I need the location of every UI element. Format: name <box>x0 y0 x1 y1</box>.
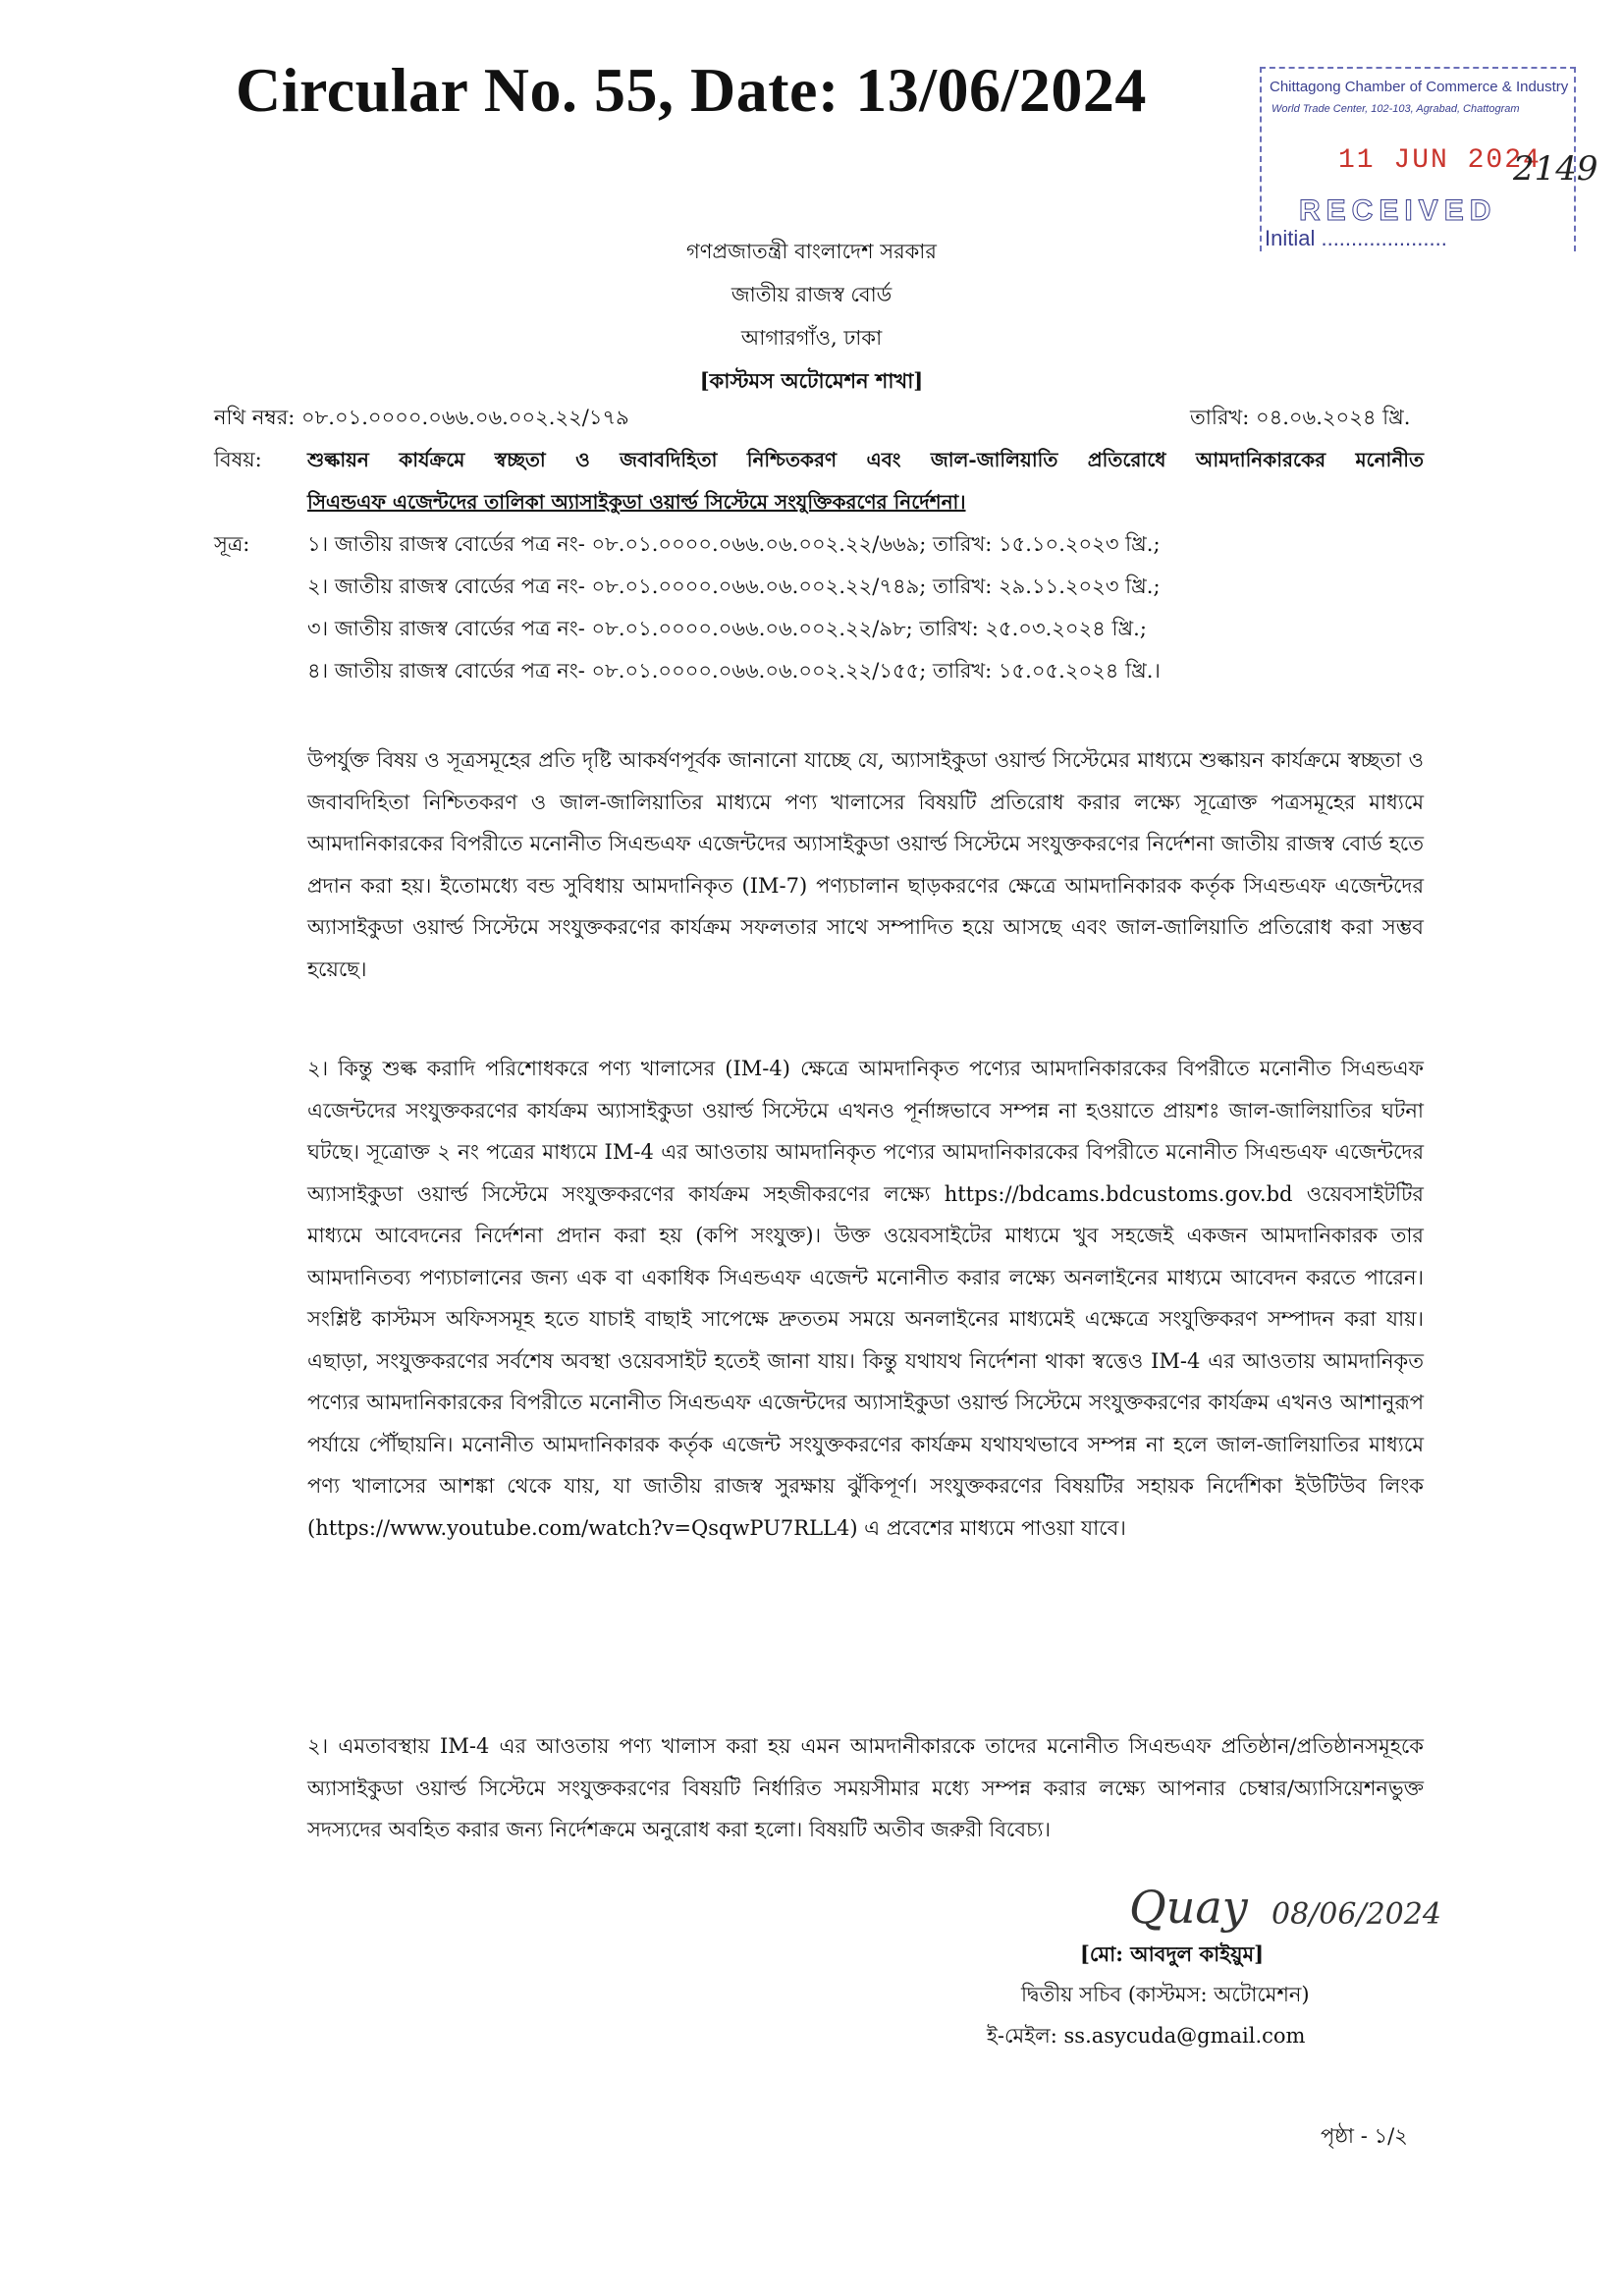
file-number: নথি নম্বর: ০৮.০১.০০০০.০৬৬.০৬.০০২.২২/১৭৯ <box>214 406 629 429</box>
reference-item: ৪। জাতীয় রাজস্ব বোর্ডের পত্র নং- ০৮.০১.০০০০.০৬৬.০৬.০০২.২২/১৫৫; তারিখ: ১৫.০৫.২০২৪ খ্রি.। <box>307 659 1161 683</box>
reference-item: ৩। জাতীয় রাজস্ব বোর্ডের পত্র নং- ০৮.০১.০০০০.০৬৬.০৬.০০২.২২/৯৮; তারিখ: ২৫.০৩.২০২৪ খ্রি.; <box>307 617 1147 640</box>
circular-title: Circular No. 55, Date: 13/06/2024 <box>236 55 1147 125</box>
stamp-address: World Trade Center, 102-103, Agrabad, Chattogram <box>1271 103 1520 115</box>
body-paragraph-2 <box>307 1048 1424 1549</box>
paragraph-1-text: উপর্যুক্ত বিষয় ও সূত্রসমূহের প্রতি দৃষ্টি আকর্ষণপূর্বক জানানো যাচ্ছে যে, অ্যাসাইকুডা ওয়ার্ল্ড সিস্টেমের মাধ্যমে শুল্কায়ন কার্যক্রমে স্বচ্ছতা ও জবাবদিহিতা নিশ্চিতকরণ ও জাল-জালিয়াতির মাধ্যমে পণ্য খালাসের বিষয়টি প্রতিরোধ করার লক্ষ্যে সূত্রোক্ত পত্রসমূহের মাধ্যমে আমদানিকারকের বিপরীতে মনোনীত সিএন্ডএফ এজেন্টদের অ্যাসাইকুডা ওয়ার্ল্ড সিস্টেমে সংযুক্তকরণের নির্দেশনা জাতীয় রাজস্ব বোর্ড হতে প্রদান করা হয়। ইতোমধ্যে বন্ড সুবিধায় আমদানিকৃত (IM-7) পণ্যচালান ছাড়করণের ক্ষেত্রে আমদানিকারক কর্তৃক সিএন্ডএফ এজেন্টদের অ্যাসাইকুডা ওয়ার্ল্ড সিস্টেমে সংযুক্তকরণের কার্যক্রম সফলতার সাথে সম্পাদিত হয়ে আসছে এবং জাল-জালিয়াতি প্রতিরোধ করা সম্ভব হয়েছে। <box>307 748 1424 981</box>
subject-line-2: সিএন্ডএফ এজেন্টদের তালিকা অ্যাসাইকুডা ওয়ার্ল্ড সিস্টেমে সংযুক্তিকরণের নির্দেশনা। <box>307 490 966 514</box>
stamp-received: RECEIVED <box>1299 194 1497 227</box>
letter-date: তারিখ: ০৪.০৬.২০২৪ খ্রি. <box>1190 406 1411 429</box>
subject-label: বিষয়: <box>214 448 262 471</box>
signatory-email: ই-মেইল: ss.asycuda@gmail.com <box>987 2024 1306 2048</box>
body-paragraph-1 <box>307 739 1424 990</box>
header-nbr: জাতীয় রাজস্ব বোর্ড <box>730 283 893 306</box>
header-location: আগারগাঁও, ঢাকা <box>740 326 883 350</box>
subject-line-1: শুল্কায়ন কার্যক্রমে স্বচ্ছতা ও জবাবদিহিতা নিশ্চিতকরণ এবং জাল-জালিয়াতি প্রতিরোধে আমদানিকারকের মনোনীত <box>307 448 1424 471</box>
paragraph-2-text: ২। কিন্তু শুল্ক করাদি পরিশোধকরে পণ্য খালাসের (IM-4) ক্ষেত্রে আমদানিকৃত পণ্যের আমদানিকারকের বিপরীতে মনোনীত সিএন্ডএফ এজেন্টদের সংযুক্তকরণের কার্যক্রম অ্যাসাইকুডা ওয়ার্ল্ড সিস্টেমে এখনও পূর্নাঙ্গভাবে সম্পন্ন না হওয়াতে প্রায়শঃ জাল-জালিয়াতির ঘটনা ঘটছে। সূত্রোক্ত ২ নং পত্রের মাধ্যমে IM-4 এর আওতায় আমদানিকৃত পণ্যের আমদানিকারকের বিপরীতে মনোনীত সিএন্ডএফ এজেন্টদের অ্যাসাইকুডা ওয়ার্ল্ড সিস্টেমে সংযুক্তকরণের কার্যক্রম সহজীকরণের লক্ষ্যে https://bdcams.bdcustoms.gov.bd ওয়েবসাইটটির মাধ্যমে আবেদনের নির্দেশনা প্রদান করা হয় (কপি সংযুক্ত)। উক্ত ওয়েবসাইটের মাধ্যমে খুব সহজেই একজন আমদানিকারক তার আমদানিতব্য পণ্যচালানের জন্য এক বা একাধিক সিএন্ডএফ এজেন্ট মনোনীত করার লক্ষ্যে অনলাইনের মাধ্যমে আবেদন করতে পারেন। সংশ্লিষ্ট কাস্টমস অফিসসমূহ হতে যাচাই বাছাই সাপেক্ষে দ্রুততম সময়ে অনলাইনের মাধ্যমেই এক্ষেত্রে সংযুক্তিকরণ সম্পাদন করা যায়। এছাড়া, সংযুক্তকরণের সর্বশেষ অবস্থা ওয়েবসাইট হতেই জানা যায়। কিন্তু যথাযথ নির্দেশনা থাকা স্বত্তেও IM-4 এর আওতায় আমদানিকৃত পণ্যের আমদানিকারকের বিপরীতে মনোনীত সিএন্ডএফ এজেন্টদের অ্যাসাইকুডা ওয়ার্ল্ড সিস্টেমে সংযুক্তকরণের কার্যক্রম এখনও আশানুরূপ পর্যায়ে পৌঁছায়নি। মনোনীত আমদানিকারক কর্তৃক এজেন্ট সংযুক্তকরণের কার্যক্রম যথাযথভাবে সম্পন্ন না হলে জাল-জালিয়াতির মাধ্যমে পণ্য খালাসের আশঙ্কা থেকে যায়, যা জাতীয় রাজস্ব সুরক্ষায় ঝুঁকিপূর্ণ। সংযুক্তকরণের বিষয়টির সহায়ক নির্দেশিকা ইউটিউব লিংক (https://www.youtube.com/watch?v=QsqwPU7RLL4) এ প্রবেশের মাধ্যমে পাওয়া যাবে। <box>307 1057 1424 1540</box>
stamp-initial: Initial ..................... <box>1265 226 1447 250</box>
stamp-org: Chittagong Chamber of Commerce & Industry <box>1270 79 1569 95</box>
body-paragraph-3 <box>307 1725 1424 1851</box>
stamp-date: 11 JUN 2024 <box>1338 145 1542 176</box>
stamp-handwritten-number: 2149 <box>1513 149 1598 189</box>
handwritten-signature: Quay <box>1129 1881 1248 1934</box>
paragraph-3-text: ২। এমতাবস্থায় IM-4 এর আওতায় পণ্য খালাস করা হয় এমন আমদানীকারকে তাদের মনোনীত সিএন্ডএফ প্রতিষ্ঠান/প্রতিষ্ঠানসমূহকে অ্যাসাইকুডা ওয়ার্ল্ড সিস্টেমে সংযুক্তকরণের বিষয়টি নির্ধারিত সময়সীমার মধ্যে সম্পন্ন করার লক্ষ্যে আপনার চেম্বার/অ্যাসিয়েশনভুক্ত সদস্যদের অবহিত করার জন্য নির্দেশক্রমে অনুরোধ করা হলো। বিষয়টি অতীব জরুরী বিবেচ্য। <box>307 1734 1424 1841</box>
signatory-name: [মো: আবদুল কাইয়ুম] <box>1080 1941 1265 1966</box>
reference-label: সূত্র: <box>214 532 250 556</box>
page-number: পৃষ্ঠা - ১/২ <box>1321 2124 1408 2148</box>
handwritten-signature-date: 08/06/2024 <box>1271 1897 1441 1932</box>
signatory-designation: দ্বিতীয় সচিব (কাস্টমস: অটোমেশন) <box>1021 1983 1310 2006</box>
reference-item: ১। জাতীয় রাজস্ব বোর্ডের পত্র নং- ০৮.০১.০০০০.০৬৬.০৬.০০২.২২/৬৬৯; তারিখ: ১৫.১০.২০২৩ খ্রি.; <box>307 532 1161 556</box>
header-section: [কাস্টমস অটোমেশন শাখা] <box>699 368 924 393</box>
reference-item: ২। জাতীয় রাজস্ব বোর্ডের পত্র নং- ০৮.০১.০০০০.০৬৬.০৬.০০২.২২/৭৪৯; তারিখ: ২৯.১১.২০২৩ খ্রি.; <box>307 574 1161 598</box>
header-government: গণপ্রজাতন্ত্রী বাংলাদেশ সরকার <box>686 240 937 263</box>
received-stamp <box>1260 67 1598 251</box>
